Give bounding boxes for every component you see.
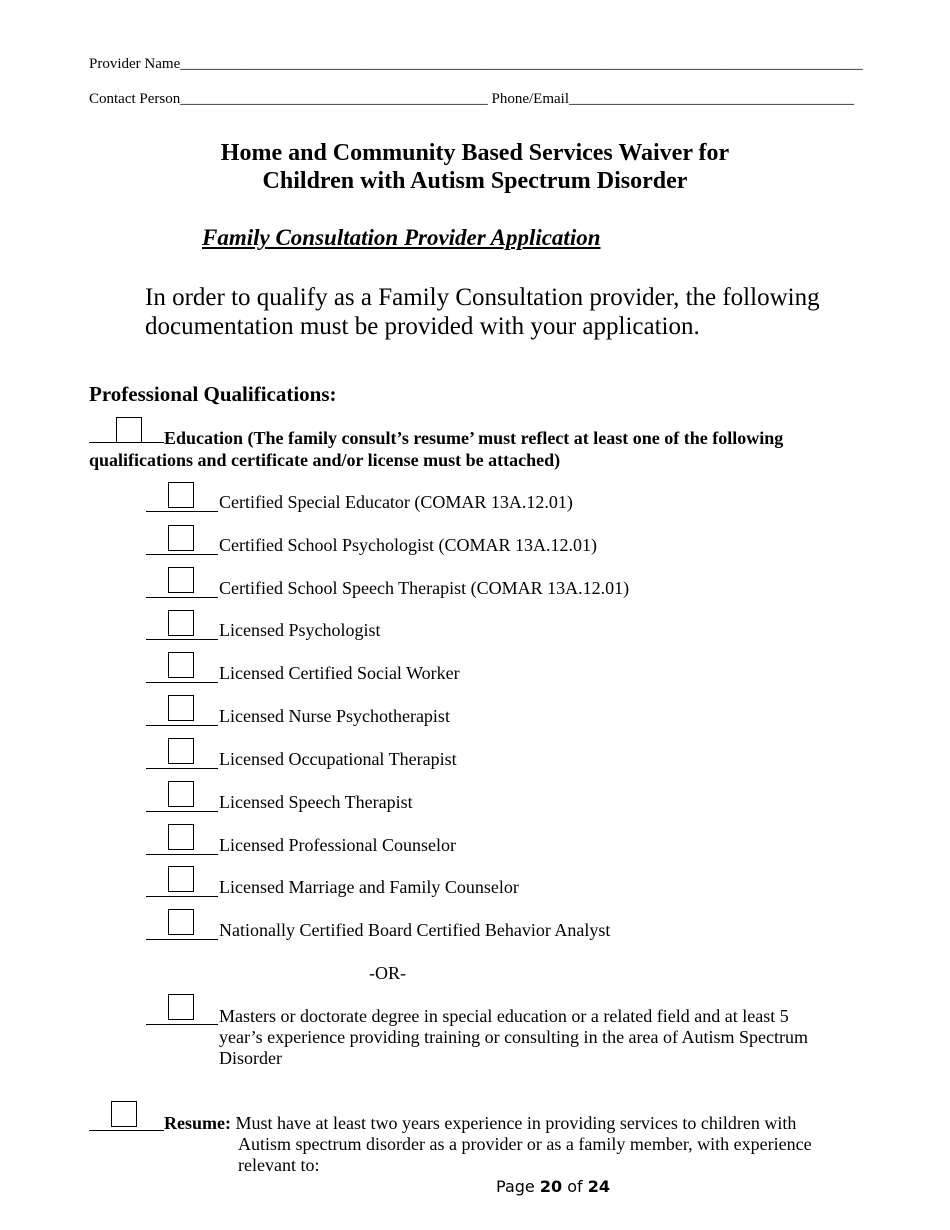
section-heading: Professional Qualifications: [89, 382, 337, 406]
resume-checkbox[interactable] [111, 1101, 137, 1127]
checkbox-professional-counselor[interactable] [168, 824, 194, 850]
checkbox-behavior-analyst[interactable] [168, 909, 194, 935]
underline [89, 1130, 164, 1131]
provider-name-label: Provider Name [89, 56, 181, 72]
title-line-2: Children with Autism Spectrum Disorder [262, 168, 688, 194]
checkbox-school-psychologist[interactable] [168, 525, 194, 551]
underline [146, 597, 218, 598]
underline [146, 682, 218, 683]
qualification-school-speech-therapist: Certified School Speech Therapist (COMAR 13A.12.01) [219, 578, 630, 598]
qualification-school-psychologist: Certified School Psychologist (COMAR 13A.12.01) [219, 535, 597, 555]
underline [146, 811, 218, 812]
contact-person-label: Contact Person [89, 91, 181, 107]
masters-line-3: Disorder [219, 1048, 282, 1068]
checkbox-nurse-psychotherapist[interactable] [168, 695, 194, 721]
qualification-occupational-therapist: Licensed Occupational Therapist [219, 749, 457, 769]
checkbox-masters-degree[interactable] [168, 994, 194, 1020]
resume-line-3: relevant to: [238, 1155, 320, 1175]
intro-line-1: In order to qualify as a Family Consultation provider, the following [145, 284, 820, 311]
underline [146, 725, 218, 726]
provider-name-field[interactable] [89, 56, 863, 73]
resume-line-1: Must have at least two years experience in providing services to children with [230, 1113, 797, 1133]
phone-email-label: Phone/Email [491, 91, 569, 107]
education-label: Education (The family consult’s resume’ must reflect at least one of the following [164, 428, 784, 448]
contact-row [89, 91, 854, 108]
intro-line-2: documentation must be provided with your application. [145, 313, 700, 340]
underline [146, 768, 218, 769]
underline [146, 854, 218, 855]
provider-name-line[interactable]: ___________________________________________________________________________________________ [180, 56, 863, 72]
masters-line-1: Masters or doctorate degree in special education or a related field and at least 5 [219, 1006, 789, 1026]
page-subtitle: Family Consultation Provider Application [202, 225, 601, 250]
checkbox-special-educator[interactable] [168, 482, 194, 508]
page-current: 20 [539, 1177, 563, 1196]
contact-person-line[interactable]: _________________________________________ [180, 91, 488, 107]
qualification-nurse-psychotherapist: Licensed Nurse Psychotherapist [219, 706, 450, 726]
underline [146, 639, 218, 640]
checkbox-marriage-family-counselor[interactable] [168, 866, 194, 892]
qualification-social-worker: Licensed Certified Social Worker [219, 663, 460, 683]
qualification-marriage-family-counselor: Licensed Marriage and Family Counselor [219, 877, 519, 897]
qualification-professional-counselor: Licensed Professional Counselor [219, 835, 456, 855]
underline [146, 554, 218, 555]
checkbox-speech-therapist[interactable] [168, 781, 194, 807]
checkbox-social-worker[interactable] [168, 652, 194, 678]
phone-email-line[interactable]: ______________________________________ [569, 91, 854, 107]
underline [146, 1024, 218, 1025]
qualification-behavior-analyst: Nationally Certified Board Certified Behavior Analyst [219, 920, 611, 940]
resume-label: Resume: [164, 1113, 231, 1133]
masters-line-2: year’s experience providing training or consulting in the area of Autism Spectrum [219, 1027, 809, 1047]
resume-row [164, 1113, 796, 1134]
title-line-1: Home and Community Based Services Waiver for [220, 140, 730, 166]
qualification-speech-therapist: Licensed Speech Therapist [219, 792, 413, 812]
education-checkbox[interactable] [116, 417, 142, 443]
page-word: Page [496, 1177, 535, 1196]
qualification-psychologist: Licensed Psychologist [219, 620, 381, 640]
underline [146, 939, 218, 940]
underline [146, 896, 218, 897]
education-label-cont: qualifications and certificate and/or license must be attached) [89, 450, 561, 470]
checkbox-occupational-therapist[interactable] [168, 738, 194, 764]
or-separator: -OR- [369, 963, 406, 983]
checkbox-psychologist[interactable] [168, 610, 194, 636]
underline [146, 511, 218, 512]
qualification-special-educator: Certified Special Educator (COMAR 13A.12.01) [219, 492, 573, 512]
page-number [0, 1177, 950, 1196]
resume-line-2: Autism spectrum disorder as a provider or as a family member, with experience [238, 1134, 812, 1154]
of-word: of [567, 1177, 583, 1196]
checkbox-speech-therapist-school[interactable] [168, 567, 194, 593]
page-total: 24 [587, 1177, 610, 1196]
